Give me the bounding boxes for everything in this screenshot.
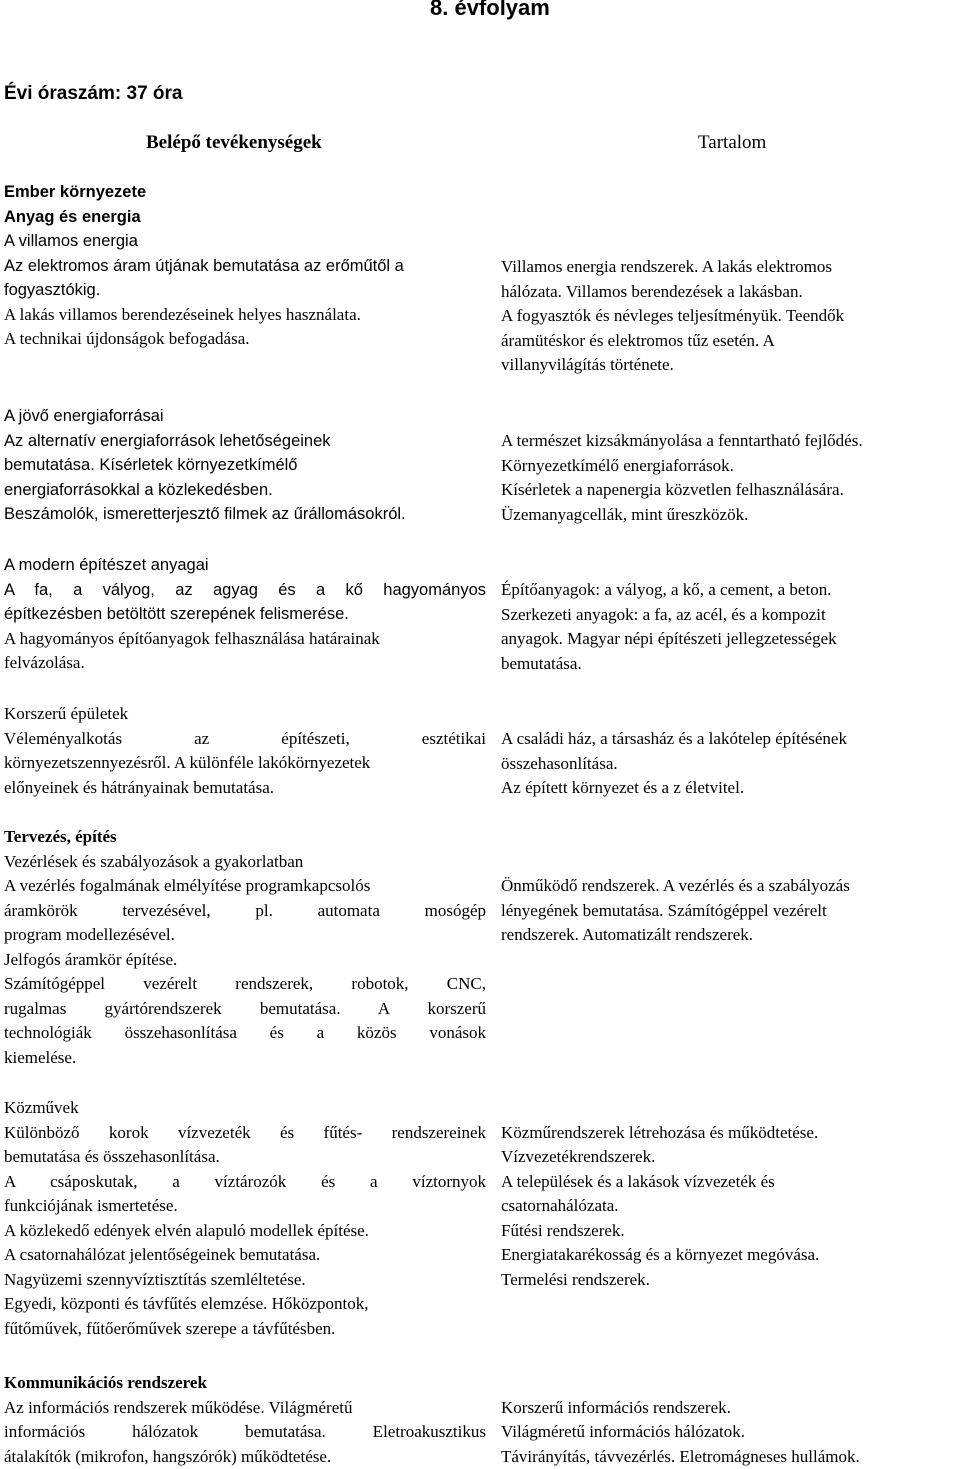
activity-line: Számítógéppel vezérelt rendszerek, robotok, CNC,: [4, 974, 486, 993]
content-block: [501, 429, 959, 527]
content-line: hálózata. Villamos berendezések a lakásban.: [501, 281, 803, 301]
activity-line: kiemelése.: [4, 1047, 77, 1067]
activities-block: [4, 825, 486, 1070]
activity-line: technológiák összehasonlítása és a közös vonások: [4, 1023, 486, 1042]
content-line: rendszerek. Automatizált rendszerek.: [501, 925, 754, 944]
activity-line: Az alternatív energiaforrások lehetőségeinek: [4, 431, 331, 450]
activity-line: Egyedi, központi és távfűtés elemzése. Hőközpontok,: [4, 1294, 369, 1313]
content-line: A települések és a lakások vízvezeték és: [501, 1171, 775, 1191]
activity-line: A csatornahálózat jelentőségeinek bemutatása.: [4, 1245, 321, 1264]
content-block: [501, 727, 959, 801]
content-line: Fűtési rendszerek.: [501, 1220, 625, 1240]
content-block: [501, 578, 959, 676]
activity-line: Jelfogós áramkör építése.: [4, 949, 178, 969]
activity-line: A modern építészet anyagai: [4, 556, 209, 574]
content-block: [501, 825, 959, 948]
activity-line: A csáposkutak, a víztározók és a víztornyok: [4, 1171, 486, 1191]
grade-title: 8. évfolyam: [430, 0, 550, 20]
content-line: A természet kizsákmányolása a fenntartható fejlődés.: [501, 431, 863, 450]
content-line: Környezetkímélő energiaforrások.: [501, 455, 734, 475]
activity-line: Kommunikációs rendszerek: [4, 1373, 207, 1392]
content-line: Vízvezetékrendszerek.: [501, 1147, 656, 1166]
content-line: Kísérletek a napenergia közvetlen felhasználására.: [501, 480, 844, 499]
activity-line: A jövő energiaforrásai: [4, 407, 164, 425]
content-line: anyagok. Magyar népi építészeti jellegzetességek: [501, 629, 837, 648]
activity-line: Anyag és energia: [4, 207, 141, 226]
content-line: Világméretű információs hálózatok.: [501, 1422, 745, 1441]
activity-line: Tervezés, építés: [4, 827, 117, 846]
content-line: Energiatakarékosság és a környezet megóvása.: [501, 1245, 820, 1264]
content-line: [501, 1371, 959, 1396]
content-line: villanyvilágítás története.: [501, 355, 674, 374]
content-line: bemutatása.: [501, 653, 582, 673]
activity-line: bemutatása és összehasonlítása.: [4, 1147, 220, 1166]
activity-line: A vezérlés fogalmának elmélyítése programkapcsolós: [4, 876, 371, 895]
activity-line: Vezérlések és szabályozások a gyakorlatban: [4, 851, 304, 871]
content-line: [501, 825, 959, 850]
activity-line: fogyasztókig.: [4, 281, 101, 299]
activity-line: Ember környezete: [4, 183, 147, 201]
content-line: A családi ház, a társasház és a lakótelep építésének: [501, 729, 847, 748]
activity-line: környezetszennyezésről. A különféle lakókörnyezetek: [4, 753, 371, 772]
activity-line: felvázolása.: [4, 653, 85, 672]
activity-line: előnyeinek és hátrányainak bemutatása.: [4, 777, 274, 797]
content-line: Korszerű információs rendszerek.: [501, 1397, 731, 1417]
content-line: Szerkezeti anyagok: a fa, az acél, és a kompozit: [501, 604, 826, 624]
content-line: áramütéskor és elektromos tűz esetén. A: [501, 330, 775, 350]
content-block: [501, 1371, 959, 1469]
activities-block: [4, 180, 486, 352]
activity-line: áramkörök tervezésével, pl. automata mosógép: [4, 900, 486, 920]
content-line: [501, 1096, 959, 1121]
activity-line: rugalmas gyártórendszerek bemutatása. A korszerű: [4, 998, 486, 1018]
column-header-activities: Belépő tevékenységek: [146, 132, 322, 153]
content-line: Villamos energia rendszerek. A lakás elektromos: [501, 257, 833, 276]
content-line: Építőanyagok: a vályog, a kő, a cement, a beton.: [501, 580, 832, 599]
activity-line: A technikai újdonságok befogadása.: [4, 329, 250, 348]
activity-line: A közlekedő edények elvén alapuló modellek építése.: [4, 1220, 369, 1240]
content-line: összehasonlítása.: [501, 753, 618, 773]
activities-block: [4, 702, 486, 800]
column-header-content: Tartalom: [698, 132, 767, 153]
content-line: A fogyasztók és névleges teljesítményük. Teendők: [501, 306, 845, 325]
activity-line: Az elektromos áram útjának bemutatása az erőműtől a: [4, 256, 404, 275]
content-line: lényegének bemutatása. Számítógéppel vezérelt: [501, 900, 827, 920]
annual-hours: Évi óraszám: 37 óra: [4, 83, 183, 104]
activity-line: Korszerű épületek: [4, 704, 129, 723]
content-line: Termelési rendszerek.: [501, 1269, 650, 1289]
activity-line: funkciójának ismertetése.: [4, 1196, 178, 1215]
content-line: Az épített környezet és a z életvitel.: [501, 778, 745, 797]
activities-block: [4, 1096, 486, 1341]
activities-block: [4, 553, 486, 676]
activity-line: Véleményalkotás az építészeti, esztétikai: [4, 728, 486, 748]
activity-line: információs hálózatok bemutatása. Eletroakusztikus: [4, 1422, 486, 1441]
activities-block: [4, 404, 486, 527]
activity-line: program modellezésével.: [4, 925, 175, 944]
content-line: Üzemanyagcellák, mint űreszközök.: [501, 504, 749, 524]
activity-line: Az információs rendszerek működése. Világméretű: [4, 1397, 353, 1417]
content-line: Közműrendszerek létrehozása és működtetése.: [501, 1122, 819, 1142]
activity-line: Nagyüzemi szennyvíztisztítás szemléltetése.: [4, 1269, 306, 1289]
activity-line: A fa, a vályog, az agyag és a kő hagyományos: [4, 580, 486, 599]
activity-line: Különböző korok vízvezeték és fűtés- rendszereinek: [4, 1122, 486, 1142]
activity-line: bemutatása. Kísérletek környezetkímélő: [4, 456, 298, 474]
content-line: csatornahálózata.: [501, 1196, 619, 1215]
activity-line: építkezésben betöltött szerepének felismerése.: [4, 605, 349, 623]
activity-line: A lakás villamos berendezéseinek helyes használata.: [4, 304, 361, 324]
activity-line: A villamos energia: [4, 232, 138, 250]
content-line: Önműködő rendszerek. A vezérlés és a szabályozás: [501, 876, 850, 895]
activity-line: átalakítók (mikrofon, hangszórók) működtetése.: [4, 1446, 332, 1466]
activity-line: energiaforrásokkal a közlekedésben.: [4, 480, 273, 499]
activity-line: fűtőművek, fűtőerőművek szerepe a távfűtésben.: [4, 1318, 336, 1338]
content-line: Távirányítás, távvezérlés. Eletromágneses hullámok.: [501, 1446, 860, 1466]
activity-line: A hagyományos építőanyagok felhasználása határainak: [4, 628, 380, 648]
content-block: [501, 1096, 959, 1292]
content-block: [501, 255, 959, 378]
activity-line: Közművek: [4, 1098, 79, 1117]
activity-line: Beszámolók, ismeretterjesztő filmek az űrállomásokról.: [4, 505, 406, 523]
activities-block: [4, 1371, 486, 1469]
content-line: [501, 850, 959, 875]
